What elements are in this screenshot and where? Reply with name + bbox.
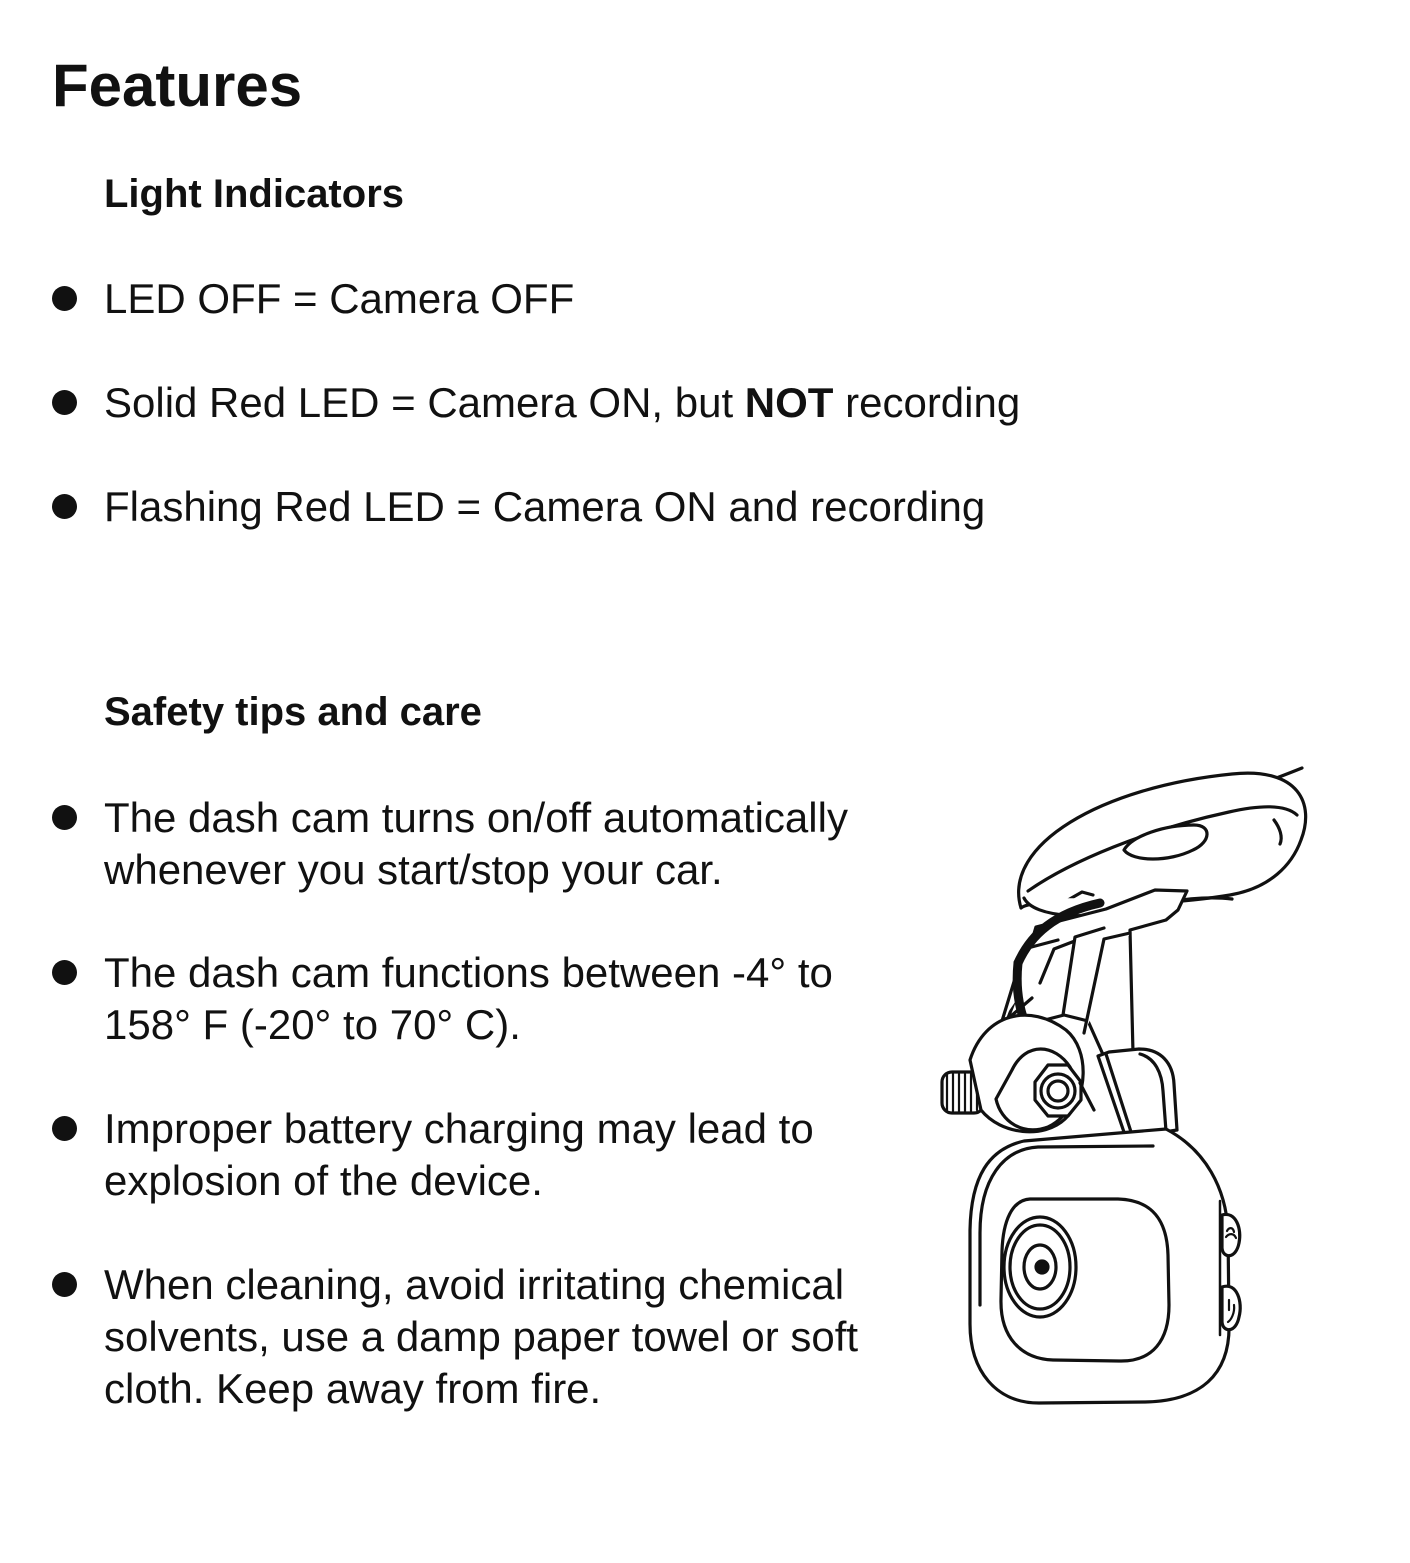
bullet-icon (52, 390, 77, 415)
light-indicator-item-led-off (52, 273, 574, 325)
light-indicator-text: Flashing Red LED = Camera ON and recording (104, 483, 986, 530)
safety-text: When cleaning, avoid irritating chemical solvents, use a damp paper towel or soft cloth. Keep away from fire. (104, 1261, 859, 1412)
light-indicator-item-flashing-red (52, 481, 985, 533)
safety-text: Improper battery charging may lead to explosion of the device. (104, 1105, 814, 1204)
light-indicator-text (104, 377, 1020, 429)
safety-text: The dash cam functions between -4° to 158° F (-20° to 70° C). (104, 949, 833, 1048)
safety-item-battery (52, 1103, 814, 1207)
bullet-icon (52, 1116, 77, 1141)
light-indicator-text-before: Solid Red LED = Camera ON, but (104, 379, 745, 426)
page-title: Features (52, 52, 303, 119)
safety-text: The dash cam turns on/off automatically whenever you start/stop your car. (104, 794, 848, 893)
light-indicator-item-solid-red (52, 377, 1020, 429)
bullet-icon (52, 805, 77, 830)
dash-cam-icon (920, 745, 1360, 1415)
light-indicator-text: LED OFF = Camera OFF (104, 275, 575, 322)
safety-item-cleaning (52, 1259, 858, 1415)
bullet-icon (52, 960, 77, 985)
light-indicators-heading: Light Indicators (104, 172, 404, 216)
bullet-icon (52, 494, 77, 519)
safety-tips-heading: Safety tips and care (104, 690, 482, 734)
bullet-icon (52, 286, 77, 311)
light-indicator-text-strong: NOT (744, 379, 834, 426)
safety-item-temperature (52, 947, 833, 1051)
safety-item-auto-power (52, 792, 848, 896)
light-indicator-text-after: recording (833, 379, 1021, 426)
bullet-icon (52, 1272, 77, 1297)
